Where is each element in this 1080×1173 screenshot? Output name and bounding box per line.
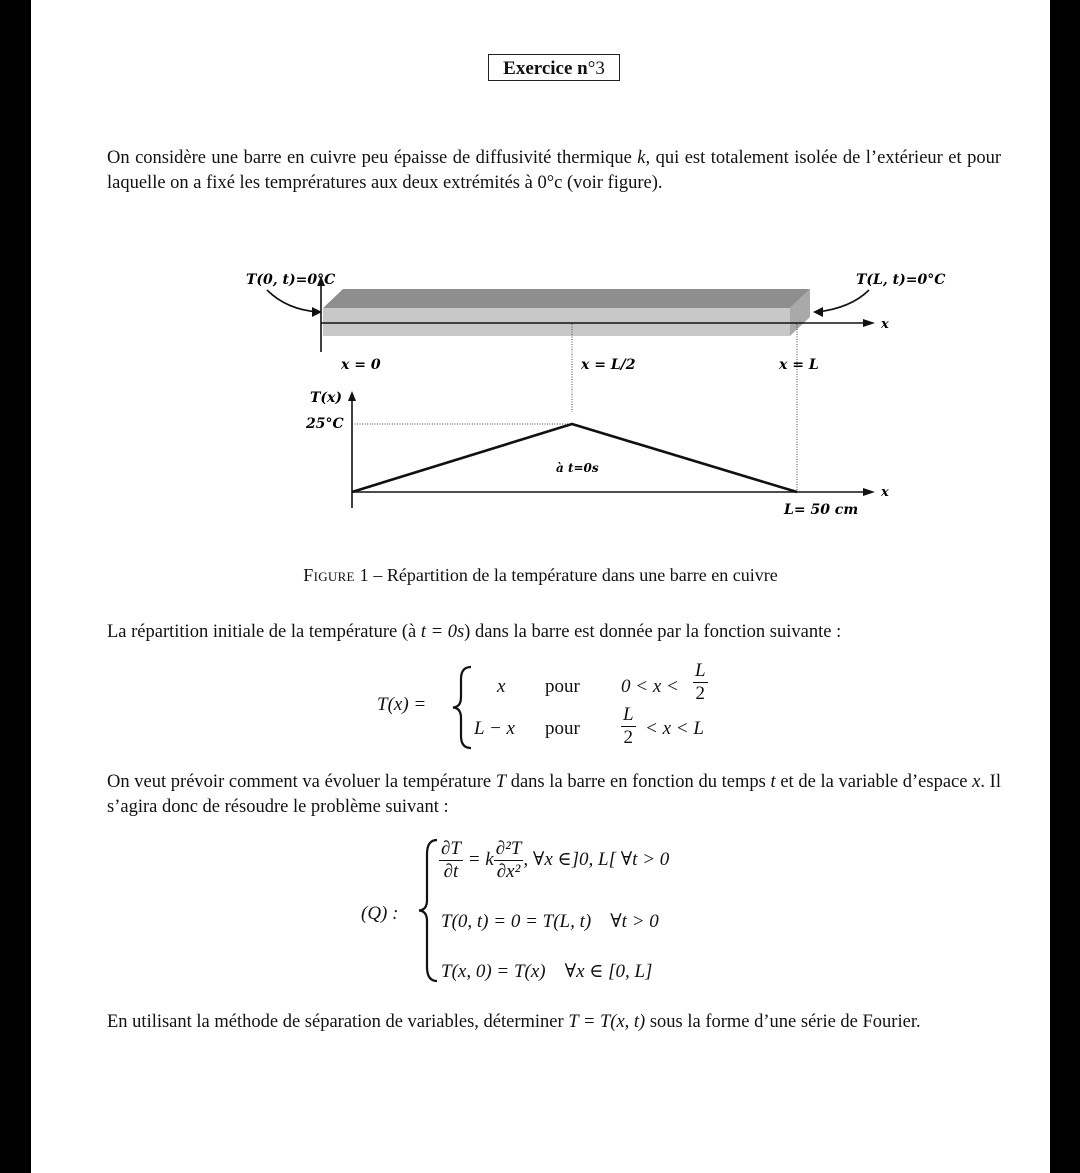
case1-expression: x bbox=[497, 676, 506, 697]
case2-word: pour bbox=[545, 718, 580, 739]
figure-caption: Figure 1 – Répartition de la température dans une barre en cuivre bbox=[303, 565, 778, 585]
case1-fraction: $\frac{L}{2}$ bbox=[695, 660, 706, 704]
initial-condition: T(x, 0) = T(x) ∀x ∈ [0, L] bbox=[441, 961, 653, 982]
y-axis-label: T(x) bbox=[310, 390, 343, 406]
document-page bbox=[31, 0, 1050, 1173]
xmid-label: x = L/2 bbox=[581, 357, 636, 373]
right-pointer-arrow bbox=[817, 290, 869, 312]
case2-expression: L − x bbox=[474, 718, 515, 739]
case1-condition: 0 < x < bbox=[621, 676, 679, 697]
initial-distribution-paragraph: La répartition initiale de la température (à t = 0s) dans la barre est donnée par la fonction suivante : bbox=[107, 622, 842, 642]
initial-temperature-profile bbox=[352, 424, 797, 492]
case2-condition: < x < L bbox=[645, 718, 704, 739]
right-boundary-label: T(L, t)=0°C bbox=[856, 272, 946, 288]
bar-top-face bbox=[323, 289, 810, 308]
xL-label: x = L bbox=[779, 357, 819, 373]
case1-word: pour bbox=[545, 676, 580, 697]
left-pointer-arrow bbox=[267, 290, 319, 312]
length-label: L= 50 cm bbox=[784, 502, 859, 518]
bar-front-face bbox=[323, 308, 790, 336]
exercise-title: Exercice n°3 bbox=[488, 54, 620, 81]
copper-bar-figure bbox=[191, 262, 946, 524]
piecewise-lhs: T(x) = bbox=[377, 694, 427, 715]
intro-paragraph: On considère une barre en cuivre peu épaisse de diffusivité thermique k, qui est totalement isolée de l’extérieur et pour laquelle on a fixé les temprératures aux deux extrémités à 0°c (voir figure). bbox=[107, 148, 1002, 193]
y-tick-label: 25°C bbox=[306, 416, 344, 432]
system-label: (Q) : bbox=[361, 903, 399, 924]
piecewise-brace bbox=[451, 665, 475, 750]
system-brace bbox=[417, 838, 441, 983]
top-x-label: x bbox=[881, 317, 889, 332]
heat-equation: $\frac{\partial T}{\partial t}$ = k $\frac{\text{∂²T}}{\text{∂x²}}$ , ∀x ∈]0, L[ ∀t > 0 bbox=[441, 838, 670, 882]
x0-label: x = 0 bbox=[341, 357, 381, 373]
task-paragraph: En utilisant la méthode de séparation de variables, déterminer T = T(x, t) sous la forme d’une série de Fourier. bbox=[107, 1012, 921, 1032]
time-label: à t=0s bbox=[556, 461, 599, 475]
left-boundary-label: T(0, t)=0°C bbox=[246, 272, 336, 288]
boundary-condition: T(0, t) = 0 = T(L, t) ∀t > 0 bbox=[441, 911, 659, 932]
evolution-paragraph: On veut prévoir comment va évoluer la température T dans la barre en fonction du temps t et de la variable d’espace x. Il s’agira donc de résoudre le problème suivant : bbox=[107, 772, 1001, 817]
case2-fraction: $\frac{L}{2}$ bbox=[623, 704, 634, 748]
bottom-x-label: x bbox=[881, 485, 889, 500]
